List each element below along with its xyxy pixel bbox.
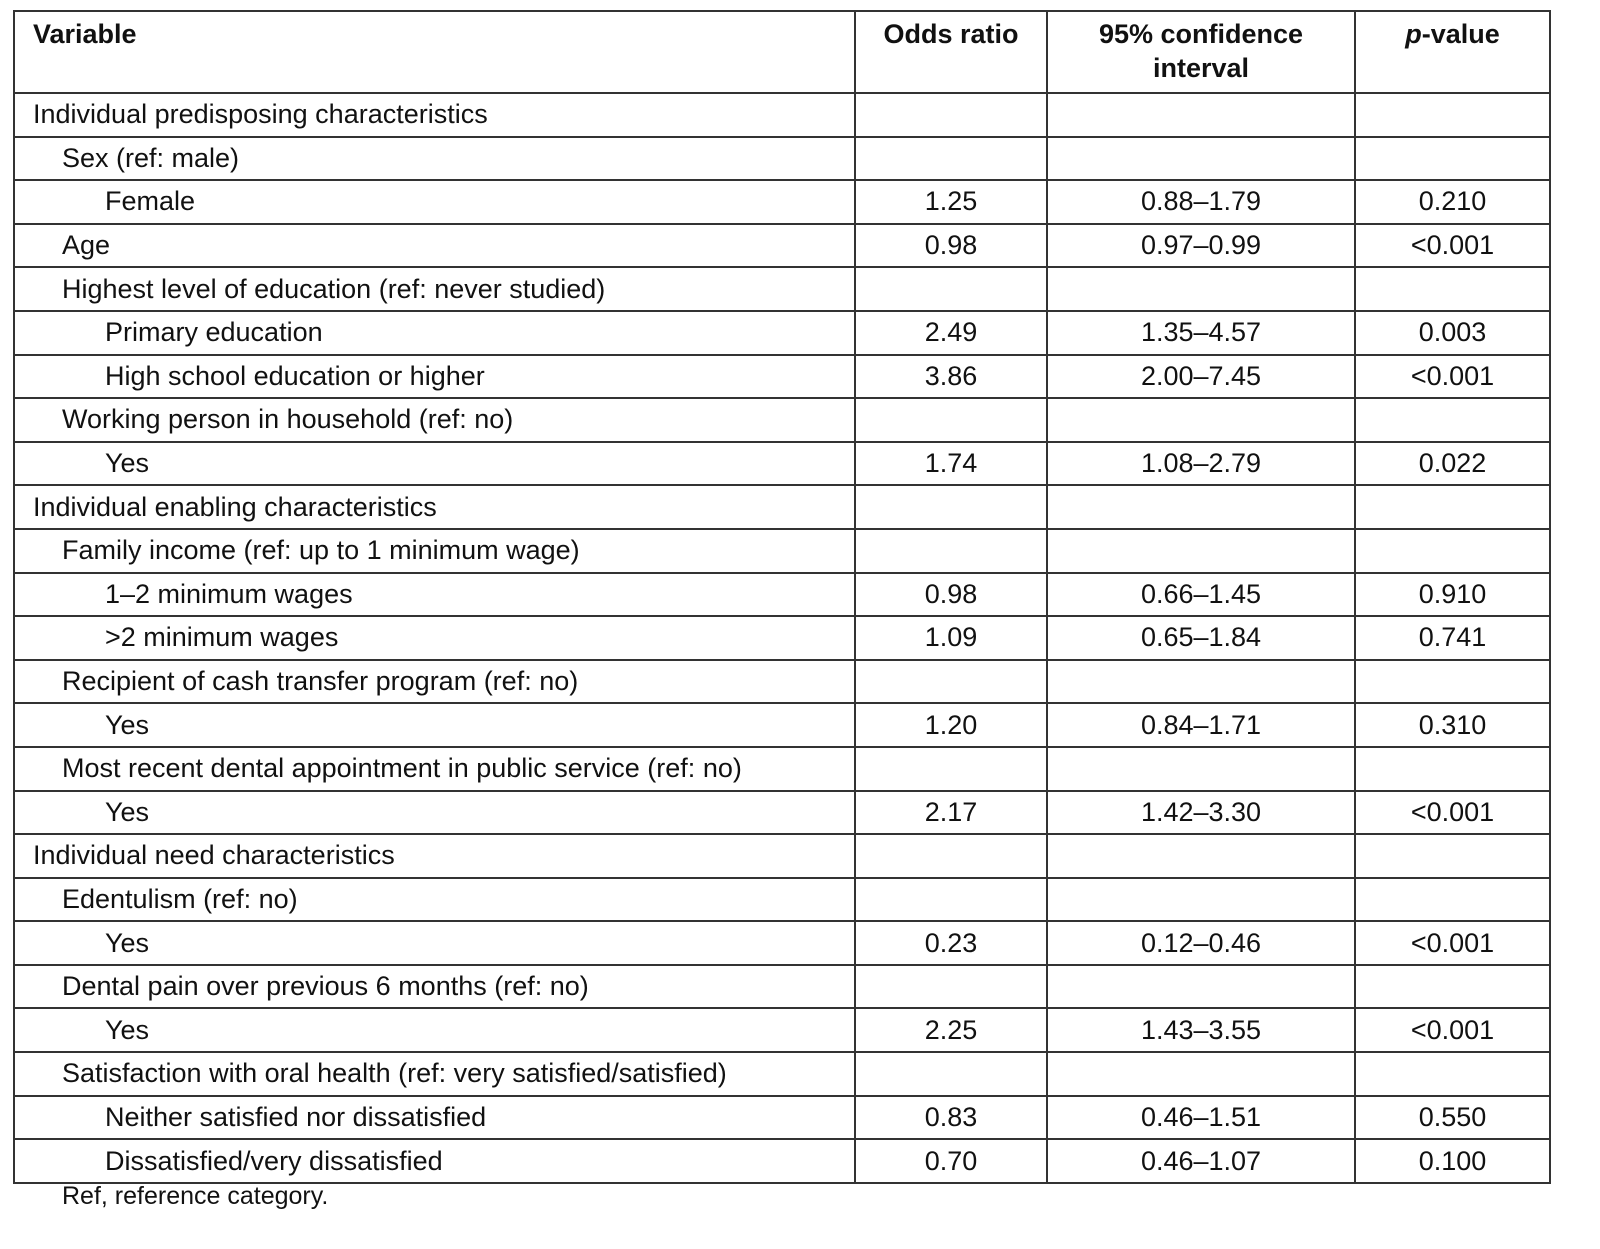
odds-ratio-cell: 0.98 — [855, 224, 1047, 268]
confidence-interval-cell — [1047, 878, 1355, 922]
p-value-cell — [1355, 485, 1550, 529]
section-header-row — [14, 93, 1550, 137]
p-value-cell — [1355, 878, 1550, 922]
odds-ratio-cell — [855, 267, 1047, 311]
p-value-cell — [1355, 747, 1550, 791]
variable-row — [14, 267, 1550, 311]
confidence-interval-cell: 0.46–1.07 — [1047, 1139, 1355, 1183]
confidence-interval-cell — [1047, 747, 1355, 791]
category-row — [14, 703, 1550, 747]
table-header — [14, 11, 1550, 93]
variable-row — [14, 224, 1550, 268]
odds-ratio-cell — [855, 965, 1047, 1009]
odds-ratio-cell: 0.70 — [855, 1139, 1047, 1183]
p-value-cell — [1355, 267, 1550, 311]
row-label: Working person in household (ref: no) — [14, 398, 855, 442]
row-label: Recipient of cash transfer program (ref: no) — [14, 660, 855, 704]
odds-ratio-cell: 3.86 — [855, 355, 1047, 399]
confidence-interval-cell — [1047, 834, 1355, 878]
category-row — [14, 791, 1550, 835]
variable-row — [14, 965, 1550, 1009]
row-label: >2 minimum wages — [14, 616, 855, 660]
row-label: Dissatisfied/very dissatisfied — [14, 1139, 855, 1183]
variable-row — [14, 878, 1550, 922]
p-value-cell — [1355, 965, 1550, 1009]
confidence-interval-cell: 2.00–7.45 — [1047, 355, 1355, 399]
odds-ratio-cell — [855, 878, 1047, 922]
p-value-cell — [1355, 1052, 1550, 1096]
confidence-interval-cell — [1047, 137, 1355, 181]
odds-ratio-cell — [855, 660, 1047, 704]
confidence-interval-cell: 0.97–0.99 — [1047, 224, 1355, 268]
p-value-cell: 0.003 — [1355, 311, 1550, 355]
row-label: High school education or higher — [14, 355, 855, 399]
category-row — [14, 442, 1550, 486]
confidence-interval-cell: 0.46–1.51 — [1047, 1096, 1355, 1140]
odds-ratio-cell — [855, 137, 1047, 181]
p-value-cell: 0.910 — [1355, 573, 1550, 617]
confidence-interval-cell — [1047, 1052, 1355, 1096]
category-row — [14, 1008, 1550, 1052]
row-label: Yes — [14, 442, 855, 486]
odds-ratio-cell — [855, 1052, 1047, 1096]
confidence-interval-cell: 0.65–1.84 — [1047, 616, 1355, 660]
p-value-cell: <0.001 — [1355, 355, 1550, 399]
p-value-cell: 0.100 — [1355, 1139, 1550, 1183]
variable-row — [14, 1052, 1550, 1096]
row-label: Dental pain over previous 6 months (ref: no) — [14, 965, 855, 1009]
odds-ratio-cell — [855, 398, 1047, 442]
variable-row — [14, 529, 1550, 573]
header-p-italic: p — [1405, 19, 1422, 49]
row-label: Sex (ref: male) — [14, 137, 855, 181]
confidence-interval-cell: 1.08–2.79 — [1047, 442, 1355, 486]
confidence-interval-cell: 1.42–3.30 — [1047, 791, 1355, 835]
header-confidence-interval: 95% confidence interval — [1047, 11, 1355, 93]
category-row — [14, 573, 1550, 617]
p-value-cell: 0.310 — [1355, 703, 1550, 747]
odds-ratio-cell: 2.25 — [855, 1008, 1047, 1052]
p-value-cell: <0.001 — [1355, 1008, 1550, 1052]
header-row — [14, 11, 1550, 93]
table-body — [14, 93, 1550, 1183]
odds-ratio-cell — [855, 93, 1047, 137]
p-value-cell: 0.210 — [1355, 180, 1550, 224]
odds-ratio-cell: 2.17 — [855, 791, 1047, 835]
odds-ratio-cell: 0.98 — [855, 573, 1047, 617]
row-label: Family income (ref: up to 1 minimum wage) — [14, 529, 855, 573]
p-value-cell — [1355, 93, 1550, 137]
confidence-interval-cell: 1.35–4.57 — [1047, 311, 1355, 355]
odds-ratio-cell — [855, 747, 1047, 791]
header-variable: Variable — [14, 11, 855, 93]
category-row — [14, 355, 1550, 399]
variable-row — [14, 747, 1550, 791]
odds-ratio-cell: 0.23 — [855, 921, 1047, 965]
confidence-interval-cell — [1047, 93, 1355, 137]
p-value-cell — [1355, 660, 1550, 704]
row-label: Individual need characteristics — [14, 834, 855, 878]
row-label: Neither satisfied nor dissatisfied — [14, 1096, 855, 1140]
variable-row — [14, 660, 1550, 704]
row-label: Yes — [14, 1008, 855, 1052]
row-label: Satisfaction with oral health (ref: very satisfied/satisfied) — [14, 1052, 855, 1096]
p-value-cell: 0.741 — [1355, 616, 1550, 660]
row-label: Individual predisposing characteristics — [14, 93, 855, 137]
row-label: Age — [14, 224, 855, 268]
category-row — [14, 921, 1550, 965]
confidence-interval-cell: 0.88–1.79 — [1047, 180, 1355, 224]
p-value-cell: 0.022 — [1355, 442, 1550, 486]
confidence-interval-cell — [1047, 660, 1355, 704]
row-label: Most recent dental appointment in public service (ref: no) — [14, 747, 855, 791]
table-footnote: Ref, reference category. — [62, 1182, 329, 1210]
odds-ratio-cell — [855, 485, 1047, 529]
row-label: Yes — [14, 791, 855, 835]
confidence-interval-cell: 0.66–1.45 — [1047, 573, 1355, 617]
category-row — [14, 616, 1550, 660]
confidence-interval-cell — [1047, 529, 1355, 573]
row-label: Individual enabling characteristics — [14, 485, 855, 529]
category-row — [14, 311, 1550, 355]
row-label: Yes — [14, 921, 855, 965]
row-label: 1–2 minimum wages — [14, 573, 855, 617]
row-label: Yes — [14, 703, 855, 747]
odds-ratio-cell: 1.20 — [855, 703, 1047, 747]
section-header-row — [14, 834, 1550, 878]
row-label: Highest level of education (ref: never studied) — [14, 267, 855, 311]
header-odds-ratio: Odds ratio — [855, 11, 1047, 93]
variable-row — [14, 398, 1550, 442]
odds-ratio-cell — [855, 834, 1047, 878]
p-value-cell — [1355, 529, 1550, 573]
variable-row — [14, 137, 1550, 181]
p-value-cell: <0.001 — [1355, 224, 1550, 268]
header-p-rest: -value — [1421, 19, 1500, 49]
odds-ratio-cell: 1.74 — [855, 442, 1047, 486]
header-p-value — [1355, 11, 1550, 93]
odds-ratio-cell — [855, 529, 1047, 573]
p-value-cell — [1355, 137, 1550, 181]
p-value-cell: 0.550 — [1355, 1096, 1550, 1140]
section-header-row — [14, 485, 1550, 529]
confidence-interval-cell: 0.12–0.46 — [1047, 921, 1355, 965]
odds-ratio-cell: 2.49 — [855, 311, 1047, 355]
confidence-interval-cell — [1047, 965, 1355, 1009]
odds-ratio-cell: 0.83 — [855, 1096, 1047, 1140]
category-row — [14, 1096, 1550, 1140]
category-row — [14, 1139, 1550, 1183]
odds-ratio-cell: 1.25 — [855, 180, 1047, 224]
confidence-interval-cell: 0.84–1.71 — [1047, 703, 1355, 747]
row-label: Edentulism (ref: no) — [14, 878, 855, 922]
p-value-cell: <0.001 — [1355, 791, 1550, 835]
results-table-container — [13, 10, 1549, 1184]
p-value-cell — [1355, 834, 1550, 878]
p-value-cell: <0.001 — [1355, 921, 1550, 965]
confidence-interval-cell: 1.43–3.55 — [1047, 1008, 1355, 1052]
odds-ratio-cell: 1.09 — [855, 616, 1047, 660]
p-value-cell — [1355, 398, 1550, 442]
category-row — [14, 180, 1550, 224]
row-label: Primary education — [14, 311, 855, 355]
confidence-interval-cell — [1047, 398, 1355, 442]
confidence-interval-cell — [1047, 267, 1355, 311]
confidence-interval-cell — [1047, 485, 1355, 529]
row-label: Female — [14, 180, 855, 224]
odds-ratio-table — [13, 10, 1551, 1184]
